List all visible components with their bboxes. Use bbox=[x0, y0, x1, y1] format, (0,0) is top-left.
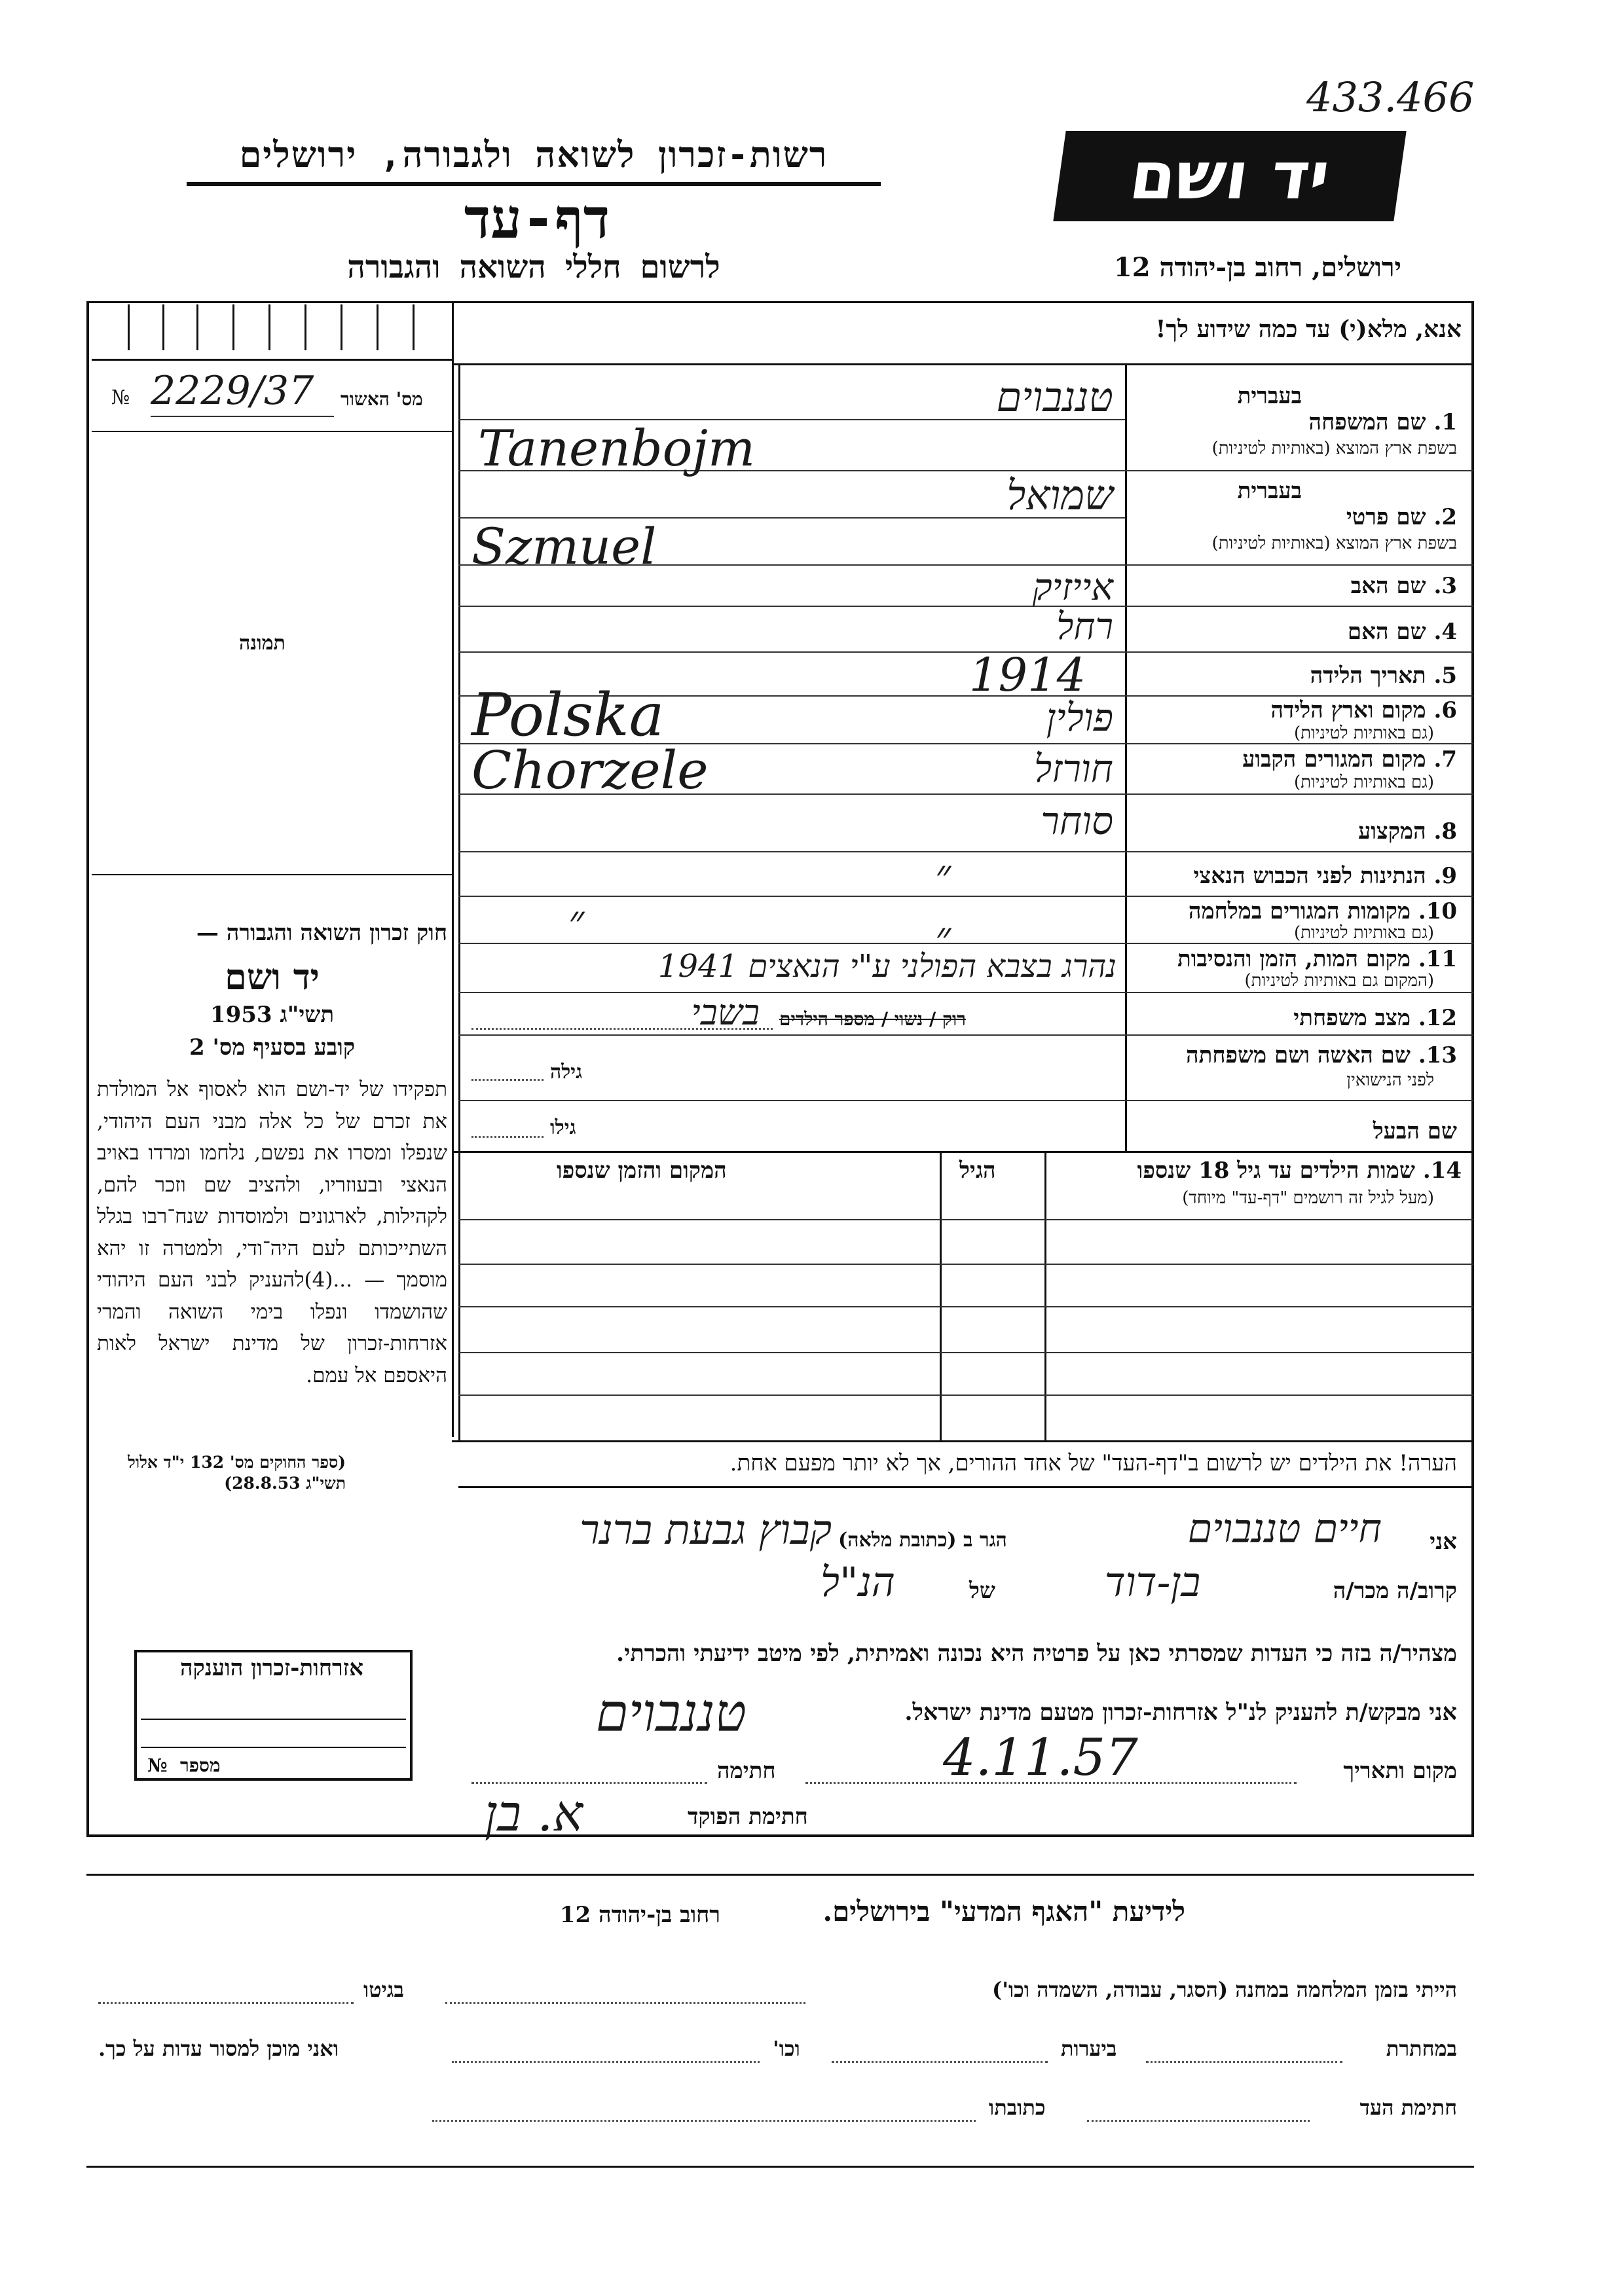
field-7-sub: (גם באותיות לטיניות) bbox=[1293, 773, 1434, 792]
children-col-divider-1 bbox=[1044, 1151, 1046, 1442]
frame-top bbox=[86, 301, 1474, 303]
sidebar-divider bbox=[452, 301, 454, 1437]
yad-vashem-logo: יד ושם bbox=[1053, 131, 1406, 221]
law-title: חוק זכרון השואה והגבורה — bbox=[196, 920, 447, 946]
citizenship-line-2 bbox=[141, 1747, 406, 1748]
declaration-text: מצהיר/ה בזה כי העדות שמסרתי כאן על פרטיה היא נכונה ואמיתית, לפי מיטב ידיעתי והכרתי. bbox=[616, 1640, 1457, 1667]
note-text: הערה! את הילדים יש לרשום ב"דף-העד" של אחד ההורים, אך לא יותר מפעם אחת. bbox=[729, 1450, 1457, 1476]
footer-bottom bbox=[86, 2166, 1474, 2168]
profession: סוחר bbox=[1041, 799, 1113, 843]
field-10-sub: (גם באותיות לטיניות) bbox=[1293, 923, 1434, 943]
officer-signature: א. בן bbox=[485, 1784, 583, 1842]
footer-line-1-end-blank bbox=[98, 2002, 354, 2004]
place-date-label: מקום ותאריך bbox=[1343, 1758, 1457, 1784]
field-2-label bbox=[1346, 504, 1457, 530]
firstname-hebrew: שמואל bbox=[1006, 471, 1113, 519]
death-details: נהרג בצבא הפולני ע"י הנאצים 1941 bbox=[657, 948, 1116, 985]
relation-of-label: של bbox=[969, 1578, 995, 1604]
footer-line-2-blank-c bbox=[452, 2061, 760, 2063]
field-label: מקומות המגורים במלחמה bbox=[1188, 898, 1411, 924]
footer-line-2-blank-b bbox=[832, 2061, 1048, 2063]
header-address: ירושלים, רחוב בן-יהודה 12 bbox=[1113, 252, 1401, 283]
residence-hebrew: חורזל bbox=[1034, 746, 1113, 791]
children-row bbox=[458, 1306, 1473, 1307]
field-label: שם האשה ושם משפחתה bbox=[1186, 1042, 1411, 1068]
approval-label: מס' האשור bbox=[341, 388, 423, 410]
field-label: מצב משפחתי bbox=[1293, 1005, 1411, 1031]
husband-label: שם הבעל bbox=[1373, 1118, 1457, 1144]
citizenship-box-title: אזרחות-זכרון הוענקה bbox=[180, 1655, 363, 1681]
firstname-latin: Szmuel bbox=[471, 517, 657, 575]
children-col-left bbox=[458, 1151, 460, 1442]
marital-status: בשבי bbox=[691, 992, 760, 1033]
field-label: מקום המות, הזמן והנסיבות bbox=[1177, 946, 1411, 972]
form-title: דף-עד bbox=[464, 187, 610, 251]
field-number: 6. bbox=[1433, 697, 1457, 723]
tick bbox=[341, 304, 342, 350]
declarant-address: קבוץ גבעת ברנר bbox=[580, 1506, 832, 1554]
instruction-rule bbox=[452, 363, 1473, 365]
residence-latin: Chorzele bbox=[471, 740, 709, 801]
field-number: 10. bbox=[1418, 898, 1457, 924]
footer-divider bbox=[86, 1874, 1474, 1876]
field-13-sub: לפני הנישואין bbox=[1346, 1070, 1434, 1090]
field-label: שם האב bbox=[1350, 573, 1426, 599]
field-number: 5. bbox=[1433, 663, 1457, 689]
frame-right bbox=[1471, 301, 1474, 1836]
field-7-label bbox=[1242, 746, 1457, 773]
field-number: 9. bbox=[1433, 863, 1457, 889]
field-number: 8. bbox=[1433, 818, 1457, 845]
footer-title: לידיעת "האגף המדעי" בירושלים. bbox=[822, 1895, 1185, 1927]
row-rule bbox=[452, 1151, 1473, 1153]
field-label: שם המשפחה bbox=[1308, 409, 1426, 435]
declarant-name: חיים טננבוים bbox=[1187, 1506, 1382, 1552]
field-1-tag: בעברית bbox=[1237, 383, 1302, 409]
field-12-label bbox=[1293, 1005, 1457, 1031]
footer-line-1-end: בגיטו bbox=[363, 1977, 404, 2002]
field-number: 13. bbox=[1418, 1042, 1457, 1068]
tick bbox=[377, 304, 378, 350]
field-1-label bbox=[1309, 409, 1457, 435]
children-names-sub: (מעל לגיל זה רושמים "דף-עד" מיוחד) bbox=[1182, 1188, 1434, 1208]
children-col-divider-2 bbox=[940, 1151, 942, 1442]
citizenship-number-label: מספר bbox=[180, 1755, 221, 1776]
declarant-resides-label: הגר ב (כתובת מלאה) bbox=[838, 1529, 1007, 1552]
approval-symbol: № bbox=[111, 386, 130, 409]
instruction-text: אנא, מלא(י) עד כמה שידוע לך! bbox=[1155, 316, 1462, 343]
frame-bottom bbox=[86, 1834, 1474, 1837]
law-name: יד ושם bbox=[225, 956, 320, 998]
field-10-label bbox=[1189, 898, 1457, 924]
wartime-residence-2: ״ bbox=[934, 913, 951, 962]
frame-left bbox=[86, 301, 89, 1836]
field-label: תאריך הלידה bbox=[1310, 663, 1426, 689]
form-subtitle: לרשום חללי השואה והגבורה bbox=[347, 249, 720, 285]
surname-latin: Tanenbojm bbox=[478, 419, 756, 477]
field-8-label bbox=[1358, 818, 1457, 845]
field-9-label bbox=[1194, 863, 1458, 889]
field-11-label bbox=[1177, 946, 1457, 972]
note-rule bbox=[458, 1486, 1473, 1488]
field-number: 2. bbox=[1433, 504, 1457, 530]
row-rule bbox=[458, 1100, 1473, 1101]
tick bbox=[413, 304, 415, 350]
approval-line bbox=[151, 416, 334, 417]
birth-place-hebrew: פולין bbox=[1046, 695, 1113, 740]
authority-underline bbox=[187, 182, 881, 186]
footer-line-3-blank-b bbox=[432, 2120, 976, 2122]
mother-name: רחל bbox=[1056, 606, 1113, 648]
father-name: אייזיק bbox=[1032, 566, 1113, 609]
wife-age-line bbox=[471, 1079, 544, 1081]
field-number: 3. bbox=[1433, 573, 1457, 599]
field-2-tag: בעברית bbox=[1237, 478, 1302, 504]
relation-of-value: הנ"ל bbox=[820, 1558, 895, 1606]
request-signature: טננבוים bbox=[595, 1683, 747, 1743]
surname-hebrew: טננבוים bbox=[996, 373, 1113, 421]
tick bbox=[196, 304, 198, 350]
relation-label: קרוב/ה מכר/ה bbox=[1333, 1578, 1457, 1604]
children-age-header: הגיל bbox=[959, 1157, 996, 1184]
relation-value: בן-דוד bbox=[1104, 1558, 1201, 1606]
footer-line-3-a: חתימת העד bbox=[1359, 2095, 1457, 2120]
footer-line-1-blank bbox=[445, 2002, 805, 2004]
wartime-residence-1: ״ bbox=[568, 897, 585, 945]
tick bbox=[304, 304, 306, 350]
field-label: שמות הילדים עד גיל 18 שנספו bbox=[1137, 1157, 1415, 1184]
tick bbox=[232, 304, 234, 350]
law-reference: (ספר החוקים מס' 132 י"ד אלול תשי"ג 28.8.53) bbox=[128, 1453, 346, 1493]
birth-date: 1914 bbox=[969, 648, 1086, 702]
field-number: 4. bbox=[1433, 619, 1457, 645]
field-6-label bbox=[1270, 697, 1457, 723]
field-3-label bbox=[1351, 573, 1457, 599]
officer-signature-label: חתימת הפוקד bbox=[688, 1804, 808, 1830]
field-label: שם האם bbox=[1347, 619, 1426, 645]
law-clause: קובע בסעיף מס' 2 bbox=[189, 1034, 356, 1061]
field-number: 14. bbox=[1422, 1157, 1462, 1184]
footer-line-2-b: ביערות bbox=[1061, 2036, 1117, 2061]
row-rule bbox=[458, 651, 1473, 653]
field-5-label bbox=[1310, 663, 1457, 689]
husband-age-line bbox=[471, 1136, 544, 1138]
wife-age-label: גילה bbox=[550, 1061, 583, 1084]
field-2-sub: בשפת ארץ המוצא (באותיות לטיניות) bbox=[1211, 534, 1457, 553]
approval-number: 2229/37 bbox=[151, 368, 314, 414]
field-number: 1. bbox=[1433, 409, 1457, 435]
children-names-header bbox=[1137, 1157, 1462, 1184]
field-number: 12. bbox=[1418, 1005, 1457, 1031]
tick bbox=[128, 304, 130, 350]
field-label: שם פרטי bbox=[1346, 504, 1426, 530]
field-label: הנתינות לפני הכבוש הנאצי bbox=[1193, 863, 1426, 889]
footer-line-2-blank-a bbox=[1146, 2061, 1342, 2063]
field-label: מקום וארץ הלידה bbox=[1270, 697, 1426, 723]
children-row bbox=[458, 1394, 1473, 1396]
photo-box-bottom bbox=[92, 874, 452, 875]
marital-options: רוק / נשוי / מספר הילדים bbox=[779, 1008, 966, 1030]
footer-line-2-c: וכו' bbox=[773, 2036, 800, 2061]
children-row bbox=[458, 1264, 1473, 1265]
children-row bbox=[458, 1352, 1473, 1353]
law-year: תשי"ג 1953 bbox=[210, 1002, 335, 1028]
law-text: תפקידו של יד-ושם הוא לאסוף אל המולדת את זכרם של כל אלה מבני העם היהודי, שנפלו ומסרו את נפשם, נלחמו ומרדו באויב הנאצי ובעוזריו, ולהציב שם וזכר להם, לקהילות, לארגונים ולמוסדות שנח־רבו בגלל השתייכותם לעם היה־ודי, ולמטרה זו יהא מוסמך — ...(4)להעניק לבני העם היהודי שהושמדו ונפלו בימי השואה והמרי אזרחות-זכרון של מדינת ישראל לאות היאספם אל עמם. bbox=[97, 1078, 447, 1387]
footer-line-3-blank-a bbox=[1087, 2120, 1310, 2122]
children-row bbox=[458, 1219, 1473, 1220]
children-table-bottom bbox=[452, 1440, 1473, 1442]
field-6-sub: (גם באותיות לטיניות) bbox=[1293, 723, 1434, 743]
field-number: 11. bbox=[1418, 946, 1457, 972]
field-11-sub: (המקום גם באותיות לטיניות) bbox=[1244, 971, 1434, 991]
tick bbox=[268, 304, 270, 350]
place-date-value: 4.11.57 bbox=[943, 1728, 1138, 1787]
photo-label: תמונה bbox=[239, 632, 286, 655]
nationality: ״ bbox=[934, 851, 951, 900]
field-1-sub: בשפת ארץ המוצא (באותיות לטיניות) bbox=[1211, 439, 1457, 458]
children-place-header: המקום והזמן שנספו bbox=[557, 1157, 727, 1184]
citizenship-line-1 bbox=[141, 1719, 406, 1720]
birth-place-latin: Polska bbox=[471, 681, 665, 750]
footer-line-3-b: כתובתו bbox=[989, 2095, 1046, 2120]
request-text: אני מבקש/ת להעניק לנ"ל אזרחות-זכרון מטעם מדינת ישראל. bbox=[904, 1699, 1457, 1726]
field-label: מקום המגורים הקבוע bbox=[1242, 746, 1426, 773]
field-13-label bbox=[1186, 1042, 1457, 1068]
row-rule bbox=[458, 1034, 1473, 1036]
husband-age-label: גילו bbox=[550, 1116, 576, 1139]
photo-box-top bbox=[92, 431, 452, 432]
citizenship-number-symbol: № bbox=[147, 1755, 168, 1776]
signature-label: חתימה bbox=[717, 1758, 776, 1784]
field-4-label bbox=[1348, 619, 1457, 645]
footer-line-1: הייתי בזמן המלחמה במחנה (הסגר, עבודה, השמדה וכו') bbox=[992, 1977, 1457, 2002]
approval-rule bbox=[92, 359, 452, 361]
declarant-i-label: אני bbox=[1430, 1529, 1457, 1555]
field-label: המקצוע bbox=[1357, 818, 1426, 845]
footer-line-2-a: במחתרת bbox=[1386, 2036, 1457, 2061]
archive-number: 433.466 bbox=[1306, 73, 1475, 121]
footer-line-2-d: ואני מוכן למסור עדות על כך. bbox=[98, 2036, 339, 2061]
authority-title: רשות-זכרון לשואה ולגבורה, ירושלים bbox=[239, 134, 828, 175]
footer-title-address: רחוב בן-יהודה 12 bbox=[559, 1902, 720, 1928]
tick bbox=[162, 304, 164, 350]
field-number: 7. bbox=[1433, 746, 1457, 773]
